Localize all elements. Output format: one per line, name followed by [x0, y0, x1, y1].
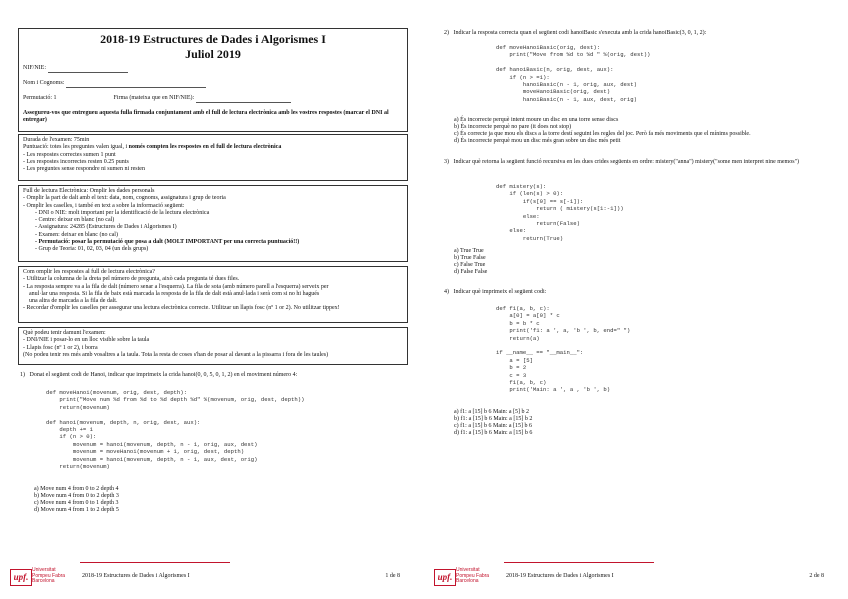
how-line: - Utilitzar la columna de la dreta pel número de pregunta, això cada pregunta té dues files.: [23, 276, 240, 283]
option-a: a) És incorrecte perquè intent moure un disc en una torre sense discs: [454, 117, 619, 123]
footer-course: 2018-19 Estructures de Dades i Algorismes I: [506, 573, 614, 579]
option-a: a) f1: a [15] b 6 Main: a [5] b 2: [454, 409, 529, 415]
option-d: d) Move num 4 from 1 to 2 depth 5: [34, 507, 119, 513]
allowed-title: Què podeu tenir damunt l'examen:: [23, 330, 106, 336]
name-line: [66, 80, 206, 88]
options-q4: [454, 409, 532, 437]
footer-rule: [504, 562, 654, 563]
answer-sheet-box: [18, 185, 408, 262]
option-b: b) Move num 4 from 0 to 2 depth 3: [34, 493, 119, 499]
option-d: d) f1: a [15] b 6 Main: a [15] b 6: [454, 430, 533, 436]
option-b: b) És incorrecte perquè no pare (it does not stop): [454, 124, 572, 130]
options-q2: [454, 117, 751, 145]
question-number: 3): [444, 159, 449, 165]
perm-label: - Permutació:: [35, 239, 72, 246]
question-text: Indicar la resposta correcta quan el següent codi hanoiBasic s'executa amb la crida hanoiBasic(3, 0, 1, 2):: [453, 30, 707, 36]
name-field: [23, 80, 403, 88]
how-title: Com omplir les respostes al full de lectura electrònica?: [23, 269, 155, 275]
nif-line: [48, 65, 128, 73]
question-number: 4): [444, 289, 449, 295]
how-line: - Recordar d'omplir les caselles per assegurar una lectura electrònica correcte. Utilitzar un llapis fosc (nº 1 or 2). No utilitzar tippex!: [23, 305, 340, 312]
footer-course: 2018-19 Estructures de Dades i Algorismes I: [82, 573, 190, 579]
scoring-line: [23, 144, 403, 151]
question-text: Donat el següent codi de Hanoi, indicar que imprimeix la crida hanoi(0, 0, 5, 0, 1, 2) en el moviment número 4:: [29, 372, 298, 378]
warning-text: Assegureu-vos que entregueu aquesta fulla firmada conjuntament amb el full de lectura electrònica amb les vostres respostes (marcar el DNI al entregar): [23, 110, 389, 123]
page-number: 1 de 8: [385, 573, 400, 579]
question-2: [444, 30, 706, 37]
fill-line: - Assignatura: 24285 (Estructures de Dades i Algorismes I): [35, 224, 177, 231]
exam-page-2: [424, 0, 848, 599]
code-block-hanoi: def moveHanoi(movenum, orig, dest, depth): print("Move num %d from %d to %d depth %d" %(movenum, orig, dest, depth)) return(movenum) def hanoi(movenum, depth, n, orig, dest, aux): depth += 1 if (n > 0): movenum = hanoi(movenum, depth, n - 1, orig, aux, dest) movenum = moveHanoi(movenum + 1, orig, dest, depth) movenum = hanoi(movenum, depth, n - 1, aux, dest, orig) return(movenum): [46, 389, 305, 471]
options-q3: [454, 248, 487, 276]
options-q1: [34, 486, 119, 514]
fill-line: - Omplir les caselles, i també en text a sobre la informació següent:: [23, 202, 185, 209]
option-b: b) f1: a [15] b 6 Main: a [15] b 2: [454, 416, 533, 422]
university-name: Universitat Pompeu Fabra Barcelona: [32, 567, 66, 584]
how-line: - La resposta sempre va a la fila de dalt (número senar a l'esquerra). La fila de sota (amb número parell a l'esquerra) serveix per: [23, 283, 329, 290]
exam-date: Juliol 2019: [185, 47, 241, 61]
university-name: Universitat Pompeu Fabra Barcelona: [456, 567, 490, 584]
question-4: [444, 289, 546, 296]
option-c: c) False True: [454, 262, 486, 268]
how-line: anul·lar una resposta. Si la fila de baix està marcada la resposta de la fila de dalt està anul·lada i serà com si no hi hagués: [29, 290, 320, 297]
option-c: c) f1: a [15] b 6 Main: a [15] b 6: [454, 423, 532, 429]
page-footer: [434, 562, 838, 588]
upf-logo: upf.: [10, 569, 32, 586]
fill-line: - Omplir la part de dalt amb el text: data, nom, cognoms, assignatura i grup de teoria: [23, 195, 226, 202]
question-3: [444, 159, 829, 166]
scoring-item: - Les preguntes sense respondre ni sumen ni resten: [23, 166, 145, 173]
code-block-hanoibasic: def moveHanoiBasic(orig, dest): print("Move from %d to %d " %(orig, dest)) def hanoiBasic(n, orig, dest, aux): if (n > =1): hanoiBasic(n - 1, orig, aux, dest) moveHanoiBasic(orig, dest) hanoiBasic(n - 1, aux, dest, orig): [496, 44, 651, 103]
fill-title: Full de lectura Electrònica: Omplir les dades personals: [23, 188, 155, 194]
how-to-box: [18, 266, 408, 323]
question-number: 1): [20, 372, 25, 378]
sign-label: Firma (mateixa que en NIF/NIE):: [113, 95, 195, 101]
name-label: Nom i Cognoms:: [23, 80, 65, 86]
allowed-line: (No podeu tenir res més amb vosaltres a la taula. Tota la resta de coses s'han de posar al davant a la pissarra i fora de les taules): [23, 351, 329, 358]
scoring-emphasis: només compten les respostes en el full de lectura electrònica: [128, 144, 282, 151]
option-a: a) True True: [454, 248, 484, 254]
duration-box: [18, 134, 408, 181]
how-line: una altra de marcada a la fila de dalt.: [29, 298, 118, 305]
scoring-text: Puntuació: totes les preguntes valen igual, i: [23, 144, 129, 151]
sign-line: [196, 95, 291, 103]
option-d: d) False False: [454, 269, 488, 275]
allowed-line: - Llapis fosc (nº 1 or 2), i borra: [23, 344, 98, 351]
footer-rule: [80, 562, 230, 563]
page-footer: [10, 562, 414, 588]
option-b: b) True False: [454, 255, 486, 261]
upf-logo: upf.: [434, 569, 456, 586]
question-text: Indicar què imprimeix el següent codi:: [453, 289, 547, 295]
exam-title: 2018-19 Estructures de Dades i Algorismes I: [100, 32, 326, 46]
option-c: c) És correcte ja que mou els discs a la torre destí seguint les regles del joc. Però fa més moviments que el mínims possible.: [454, 131, 751, 137]
option-d: d) És incorrecte perquè mou un disc més gran sobre un disc més petit: [454, 138, 621, 144]
header-box: [18, 28, 408, 132]
perm-text: posar la permutació que posa a dalt (MOLT IMPORTANT per una correcta puntuació!!): [71, 239, 300, 246]
option-c: c) Move num 4 from 0 to 1 depth 3: [34, 500, 119, 506]
question-1: [20, 372, 297, 379]
scoring-item: - Les respostes incorrectes resten 0.25 punts: [23, 158, 129, 165]
code-block-mistery: def mistery(s): if (len(s) > 0): if(s[0] == s[-1]): return ( mistery(s[1:-1])) else: return(False) else: return(True): [496, 183, 624, 242]
nif-label: NIF/NIE:: [23, 65, 46, 71]
fill-line: - DNI o NIE: molt important per la identificació de la lectura electrònica: [35, 209, 210, 216]
question-text: Indicar què retorna la següent funció recursiva en les dues crides següents en ordre: mistery("anna") mistery("some men interpret nine memos"): [453, 159, 800, 165]
group-line: - Grup de Teoria: 01, 02, 03, 04 (un dels grups): [35, 246, 149, 253]
duration-line: Durada de l'examen: 75min: [23, 137, 90, 143]
nif-field: [23, 65, 403, 73]
question-number: 2): [444, 30, 449, 36]
scoring-item: - Les respostes correctes sumen 1 punt: [23, 151, 116, 158]
permutation-row: [23, 95, 403, 103]
fill-line: - Centre: deixar en blanc (no cal): [35, 217, 115, 224]
code-block-f1: def f1(a, b, c): a[0] = a[0] * c b = b * c print('f1: a ', a, 'b ', b, end=" ") return(a) if __name__ == "__main__": a = [5] b = 2 c = 3 f1(a, b, c) print('Main: a ', a , 'b ', b): [496, 305, 631, 394]
page-number: 2 de 8: [809, 573, 824, 579]
fill-line: - Examen: deixar en blanc (no cal): [35, 231, 118, 238]
permutation-label: Permutació: 1: [23, 95, 57, 101]
allowed-box: [18, 327, 408, 365]
option-a: a) Move num 4 from 0 to 2 depth 4: [34, 486, 119, 492]
allowed-line: - DNI/NIE i posar-lo en un lloc visible sobre la taula: [23, 337, 150, 344]
